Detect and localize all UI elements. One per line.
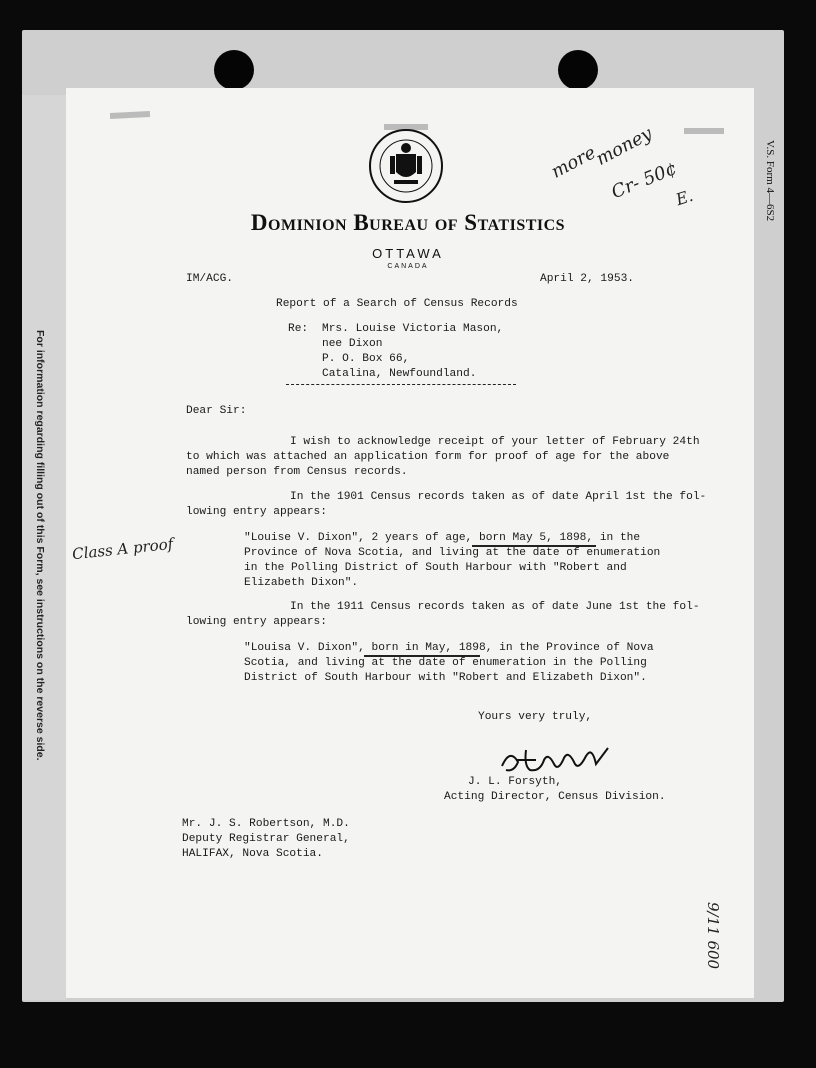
handwritten-note-cr: Cr- 50¢ <box>608 157 680 204</box>
form-side-instructions: For information regarding filling out of this Form, see instructions on the reverse side. <box>34 330 46 761</box>
quote-line: in the Polling District of South Harbour with "Robert and <box>244 562 627 574</box>
form-number: V.S. Form 4—6S2 <box>764 140 776 222</box>
letter-date: April 2, 1953. <box>540 273 634 285</box>
recipient-line: Deputy Registrar General, <box>182 833 350 845</box>
re-line: Mrs. Louise Victoria Mason, <box>322 323 504 335</box>
punch-hole-right <box>558 50 598 90</box>
letter-subject: Report of a Search of Census Records <box>276 298 518 310</box>
handwritten-note-e: E. <box>673 185 696 210</box>
quote-line: District of South Harbour with "Robert and Elizabeth Dixon". <box>244 672 647 684</box>
re-line: P. O. Box 66, <box>322 353 410 365</box>
paragraph-line: In the 1911 Census records taken as of date June 1st the fol- <box>290 601 700 613</box>
paragraph-line: lowing entry appears: <box>186 616 327 628</box>
quote-line: "Louise V. Dixon", 2 years of age, born May 5, 1898, in the <box>244 532 641 544</box>
paragraph-line: to which was attached an application form for proof of age for the above <box>186 451 670 463</box>
letter-reference: IM/ACG. <box>186 273 233 285</box>
re-divider <box>286 384 516 385</box>
underline-born-may-1898 <box>364 655 480 657</box>
quote-line: Province of Nova Scotia, and living at the date of enumeration <box>244 547 661 559</box>
recipient-line: HALIFAX, Nova Scotia. <box>182 848 323 860</box>
punch-hole-left <box>214 50 254 90</box>
recipient-line: Mr. J. S. Robertson, M.D. <box>182 818 350 830</box>
handwritten-note-money: money <box>592 123 656 170</box>
paragraph-line: In the 1901 Census records taken as of date April 1st the fol- <box>290 491 707 503</box>
quote-line: Elizabeth Dixon". <box>244 577 359 589</box>
paragraph-line: named person from Census records. <box>186 466 408 478</box>
paragraph-line: lowing entry appears: <box>186 506 327 518</box>
handwritten-corner-note: 9/11 600 <box>704 902 722 970</box>
handwritten-margin-note: Class A proof <box>71 534 175 564</box>
quote-line: "Louisa V. Dixon", born in May, 1898, in the Province of Nova <box>244 642 654 654</box>
signer-name: J. L. Forsyth, <box>468 776 562 788</box>
re-line: Catalina, Newfoundland. <box>322 368 477 380</box>
bureau-name: Dominion Bureau of Statistics <box>250 210 566 235</box>
salutation: Dear Sir: <box>186 405 247 417</box>
crest-emblem-icon <box>368 128 444 204</box>
closing: Yours very truly, <box>478 711 593 723</box>
bureau-country: CANADA <box>387 263 429 270</box>
re-line: nee Dixon <box>322 338 383 350</box>
staple-right <box>684 128 724 134</box>
paragraph-line: I wish to acknowledge receipt of your letter of February 24th <box>290 436 700 448</box>
signer-title: Acting Director, Census Division. <box>444 791 666 803</box>
re-label: Re: <box>288 323 309 335</box>
handwritten-note-more: more <box>547 142 600 183</box>
bureau-city: OTTAWA <box>372 246 444 261</box>
signature-icon <box>496 742 616 778</box>
underline-born-1898 <box>472 545 596 547</box>
quote-line: Scotia, and living at the date of enumeration in the Polling <box>244 657 647 669</box>
